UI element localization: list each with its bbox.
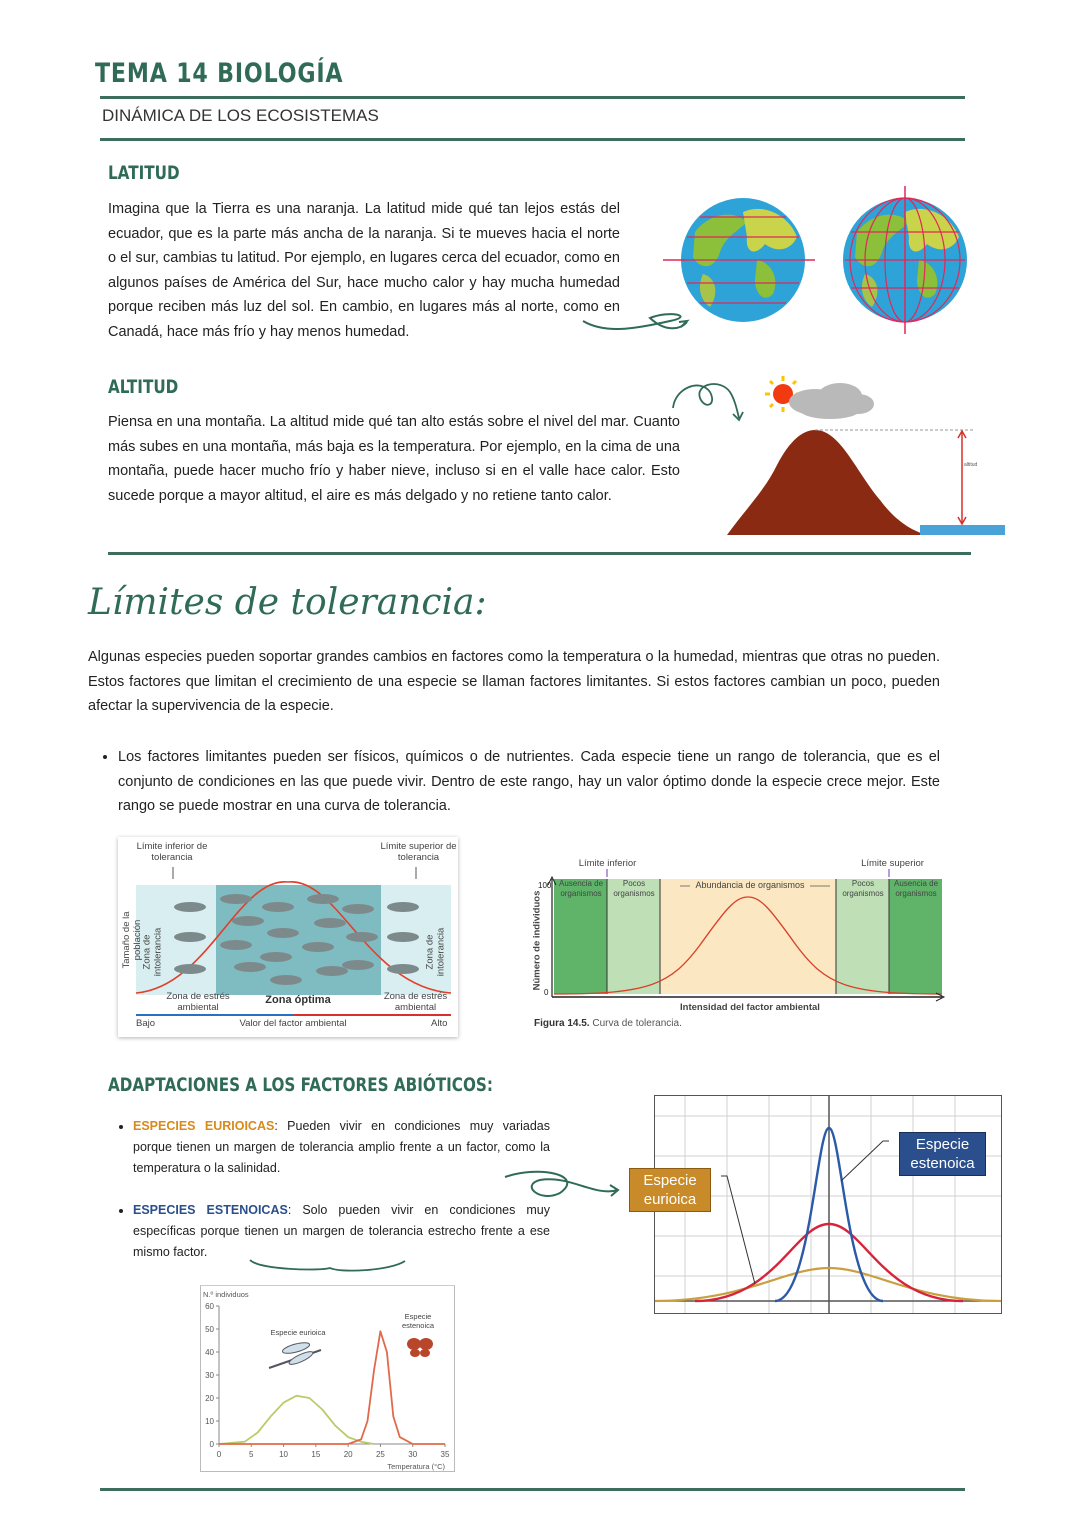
x-tick-label: 20 (343, 1450, 353, 1459)
x-tick-label: 25 (375, 1450, 385, 1459)
sea-level (920, 525, 1005, 535)
estenoicas-term: ESPECIES ESTENOICAS (133, 1203, 288, 1217)
curve-abundancia: Abundancia de organismos (690, 880, 810, 891)
curve-caption-label: Figura 14.5. (534, 1018, 590, 1029)
globe-latitude-icon (663, 198, 815, 322)
estenoicas-text: : Solo pueden vivir en condiciones muy específicas porque tienen un margen de tolerancia estrecho frente a ese mismo factor. (133, 1203, 550, 1259)
tolerance-fish-figure (118, 837, 458, 1037)
curve-ylabel: Número de individuos (531, 890, 543, 991)
legend-estenoica-line2: estenoica (401, 1321, 435, 1330)
mountain-shape (727, 430, 927, 535)
altitud-label: altitud (964, 462, 978, 468)
page-subtitle: DINÁMICA DE LOS ECOSISTEMAS (102, 106, 379, 125)
curve-caption-text: Curva de tolerancia. (589, 1018, 682, 1029)
latitud-text: Imagina que la Tierra es una naranja. La latitud mide qué tan lejos estás del ecuador, que es la parte más ancha de la naranja. Si te mueves hacia el norte o el sur, cambias tu latitud. Por ejemplo, en lugares cerca del ecuador, como en algunos países de América del Sur, hace mucho calor y hay mucha humedad porque reciben más luz del sol. En cambio, en lugares más al norte, como en Canadá, hace más frío y hay menos humedad. (108, 201, 620, 340)
x-tick-label: 30 (408, 1450, 418, 1459)
eurioicas-text: : Pueden vivir en condiciones muy variadas porque tienen un margen de tolerancia amplio frente a un factor, como la temperatura o la salinidad. (133, 1119, 550, 1175)
fish-ylabel: Tamaño de la población (121, 911, 143, 969)
curve-caption (534, 1018, 682, 1029)
curve-y100: 100 (538, 881, 552, 890)
y-axis-label: N.º individuos (203, 1290, 249, 1299)
curve-xlabel: Intensidad del factor ambiental (680, 1002, 820, 1013)
curve-pocos-right: Pocos organismos (842, 879, 884, 898)
label-estenoica: Especie estenoica (899, 1132, 986, 1176)
x-tick-label: 15 (311, 1450, 321, 1459)
fish-zona-intol-right: Zona de intolerancia (424, 927, 447, 977)
cloud-icon (789, 383, 874, 419)
y-tick-label: 0 (209, 1440, 214, 1449)
butterfly-icon (407, 1338, 433, 1357)
fish-zona-estres-left: Zona de estrés ambiental (166, 991, 230, 1013)
footer-rule (100, 1488, 965, 1491)
latitud-heading: LATITUD (108, 162, 180, 184)
fish-alto: Alto (431, 1018, 448, 1029)
doodles (240, 1165, 630, 1285)
eurioicas-term: ESPECIES EURIOICAS (133, 1119, 275, 1133)
temperature-chart (200, 1285, 455, 1472)
limites-intro: Algunas especies pueden soportar grandes cambios en factores como la temperatura o la humedad, mientras que otras no pueden. Estos factores que limitan el crecimiento de una especie se llaman factores limitantes. Si estos factores cambian un poco, pueden afectar la supervivencia de la especie. (88, 649, 940, 714)
curve-ausencia-left: Ausencia de organismos (558, 879, 604, 898)
tolerance-curve-figure (530, 855, 950, 1035)
curve-y0: 0 (544, 988, 549, 997)
dragonfly-icon (269, 1341, 321, 1368)
fish-lim-sup: Límite superior de tolerancia (380, 841, 457, 863)
y-tick-label: 40 (205, 1348, 214, 1357)
fish-zona-estres-right: Zona de estrés ambiental (383, 991, 448, 1013)
fish-lim-inf: Límite inferior de tolerancia (136, 841, 208, 863)
curve-ausencia-right: Ausencia de organismos (893, 879, 939, 898)
altitud-text: Piensa en una montaña. La altitud mide qué tan alto estás sobre el nivel del mar. Cuanto más subes en una montaña, más baja es la temperatura. Por ejemplo, en la cima de una montaña, puede hacer mucho frío y haber nieve, incluso si en el valle hace calor. Esto sucede porque a mayor altitud, el aire es más delgado y no retiene tanto calor. (108, 414, 680, 504)
limites-bullet-text: • Los factores limitantes pueden ser físicos, químicos o de nutrientes. Cada especie tiene un rango de tolerancia, que es el conjunto de condiciones en las que puede vivir. Dentro de este rango, hay un valor óptimo donde la especie crece mejor. Este rango se puede mostrar en una curva de tolerancia. (118, 745, 940, 819)
x-tick-label: 5 (249, 1450, 254, 1459)
header-rule-top (100, 96, 965, 99)
y-tick-label: 60 (205, 1302, 214, 1311)
fish-bajo: Bajo (136, 1018, 156, 1029)
loop-arrow-doodle (673, 384, 739, 418)
limites-bullet (100, 745, 940, 819)
fish-valor: Valor del factor ambiental (239, 1018, 347, 1029)
y-tick-label: 30 (205, 1371, 214, 1380)
y-tick-label: 10 (205, 1417, 214, 1426)
page-title: TEMA 14 BIOLOGÍA (95, 58, 344, 89)
y-tick-label: 20 (205, 1394, 214, 1403)
y-tick-label: 50 (205, 1325, 214, 1334)
x-tick-label: 35 (440, 1450, 450, 1459)
label-eurioica: Especie eurioica (629, 1168, 711, 1212)
temperature-chart-svg (201, 1286, 454, 1471)
adaptaciones-heading: ADAPTACIONES A LOS FACTORES ABIÓTICOS: (108, 1074, 493, 1096)
curve-lim-sup: Límite superior (861, 858, 924, 869)
legend-eurioica: Especie eurioica (270, 1328, 326, 1337)
curve-pocos-left: Pocos organismos (613, 879, 655, 898)
curve-lim-inf: Límite inferior (578, 858, 637, 869)
mountain-illustration (665, 370, 1010, 540)
limites-heading: Límites de tolerancia: (88, 582, 487, 623)
fish-zona-intol-left: Zona de intolerancia (141, 927, 164, 977)
arrow-doodle (583, 314, 687, 329)
altitud-heading: ALTITUD (108, 376, 179, 398)
fish-zona-optima: Zona óptima (265, 994, 331, 1006)
section-divider (108, 552, 971, 555)
globe-longitude-icon (843, 186, 967, 334)
legend-estenoica-line1: Especie (404, 1312, 432, 1321)
globes-illustration (575, 182, 975, 342)
x-tick-label: 10 (279, 1450, 289, 1459)
header-rule-bottom (100, 138, 965, 141)
x-tick-label: 0 (216, 1450, 222, 1459)
x-axis-label: Temperatura (°C) (387, 1462, 445, 1471)
eurioica-series-line (219, 1396, 374, 1444)
eurioica-curve (655, 1268, 1001, 1301)
